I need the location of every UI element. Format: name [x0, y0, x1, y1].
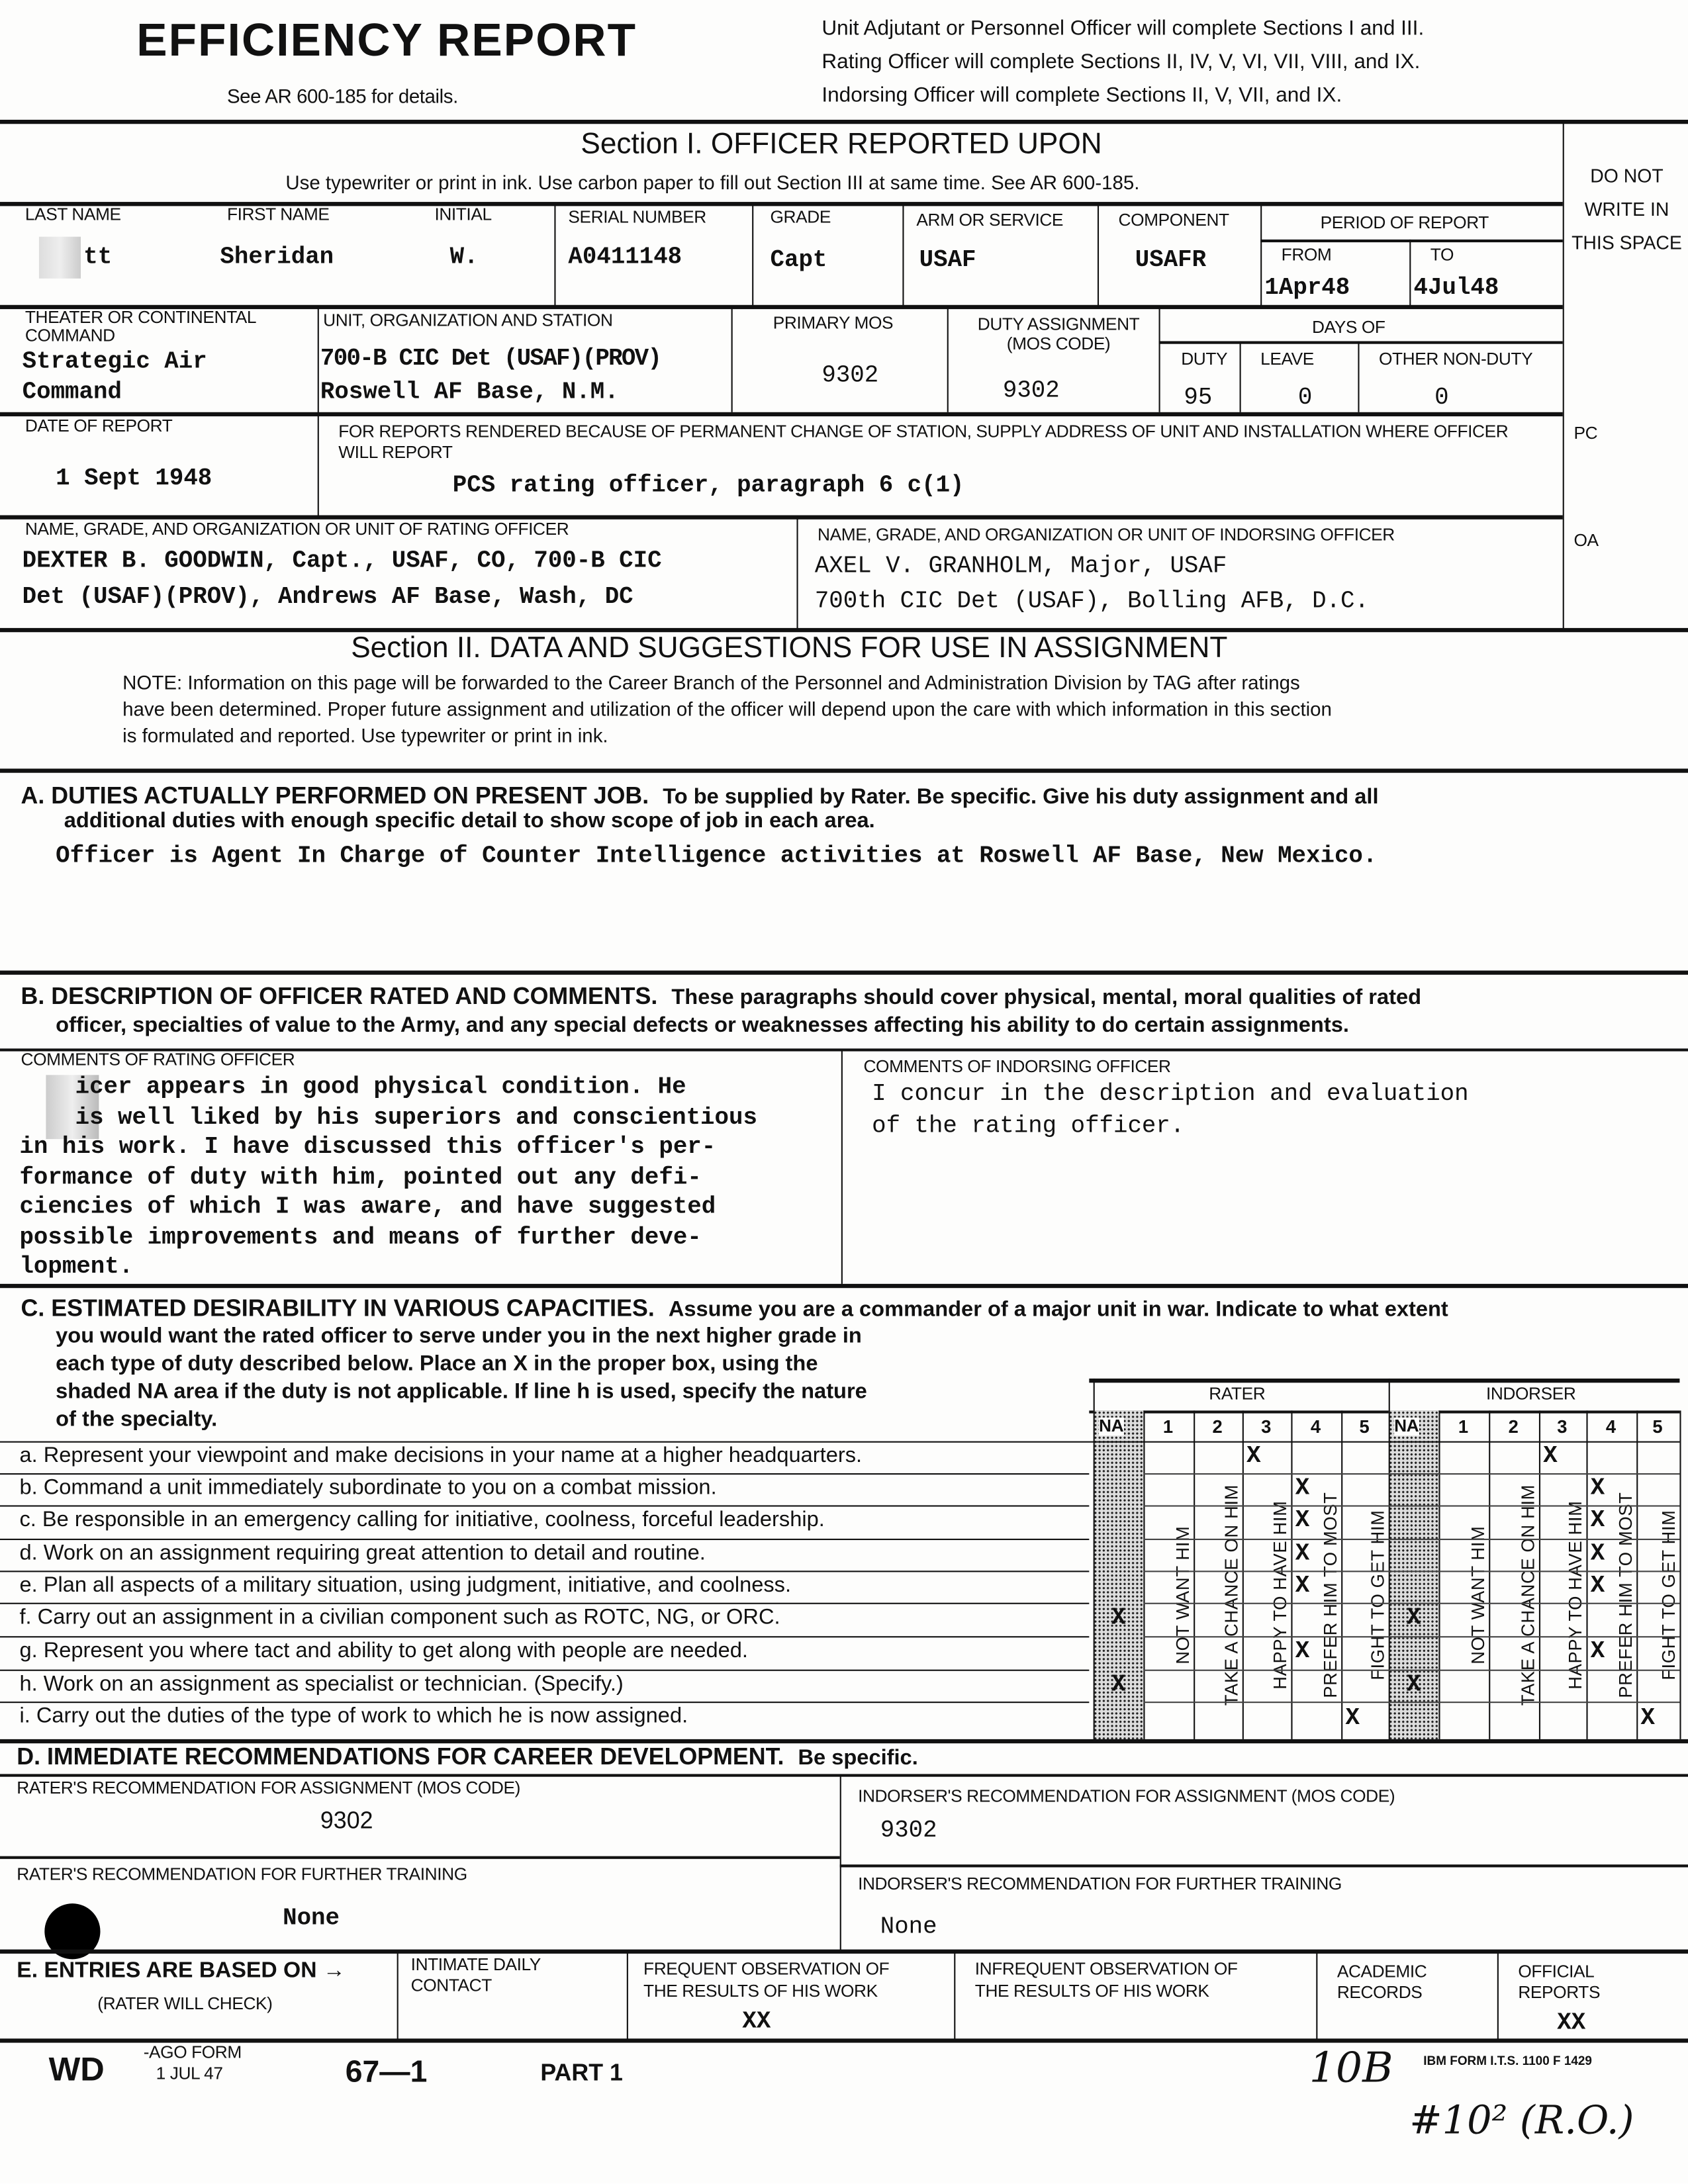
rating-officer-value: DEXTER B. GOODWIN, Capt., USAF, CO, 700-B CIC — [22, 548, 662, 575]
intimate-contact-label: INTIMATE DAILY — [410, 1955, 541, 1975]
capacity-item-f: f. Carry out an assignment in a civilian component such as ROTC, NG, or ORC. — [19, 1605, 780, 1629]
divider — [840, 1776, 841, 1951]
divider — [1240, 341, 1241, 412]
section-c-heading-line — [21, 1297, 1448, 1323]
indorser-assignment-value: 9302 — [880, 1818, 937, 1845]
rating-officer-label: NAME, GRADE, AND ORGANIZATION OR UNIT OF RATING OFFICER — [24, 519, 569, 539]
indorser-header: INDORSER — [1485, 1384, 1576, 1404]
theater-value: Strategic Air — [22, 349, 207, 377]
section-a-heading: A. DUTIES ACTUALLY PERFORMED ON PRESENT JOB. — [21, 782, 649, 809]
section-c-text: Assume you are a commander of a major unit in war. Indicate to what extent — [668, 1297, 1448, 1322]
duty-label: DUTY — [1181, 349, 1228, 369]
row-divider — [0, 1441, 1679, 1443]
initial-value: W. — [449, 245, 479, 272]
divider — [1260, 205, 1262, 306]
form-date: 1 JUL 47 — [156, 2064, 223, 2083]
note-line: have been determined. Proper future assignment and utilization of the officer will depend upon the care with which information in this section — [122, 698, 1332, 720]
row-divider — [0, 1473, 1089, 1475]
section1-title: Section I. OFFICER REPORTED UPON — [581, 128, 1102, 160]
section-a-text: additional duties with enough specific detail to show scope of job in each area. — [64, 809, 875, 833]
redaction-block — [39, 237, 81, 279]
rater-mark-row-f[interactable]: X — [1111, 1605, 1126, 1632]
rater-assignment-value: 9302 — [320, 1807, 373, 1834]
grid-row-divider — [1143, 1505, 1679, 1506]
rater-scale-label: FIGHT TO GET HIM — [1367, 1509, 1388, 1680]
section-b-heading-line — [21, 985, 1422, 1011]
frequent-observation-checkbox[interactable]: XX — [742, 2009, 771, 2036]
divider — [954, 1951, 955, 2040]
row-divider — [0, 1539, 1089, 1540]
infrequent-observation-label: INFREQUENT OBSERVATION OF — [974, 1959, 1238, 1979]
grid-row-divider — [1143, 1473, 1679, 1475]
first-name-value: Sheridan — [220, 245, 334, 272]
capacity-item-c: c. Be responsible in an emergency calling for initiative, coolness, forceful leadership. — [19, 1508, 825, 1532]
infrequent-observation-label: THE RESULTS OF HIS WORK — [974, 1981, 1209, 2001]
serial-value: A0411148 — [568, 245, 682, 272]
divider — [902, 205, 904, 306]
divider — [0, 120, 1688, 124]
section-a-heading-line — [21, 784, 1379, 811]
section-e-heading — [17, 1960, 345, 1983]
rating-officer-value: Det (USAF)(PROV), Andrews AF Base, Wash, DC — [22, 584, 633, 612]
primary-mos-label: PRIMARY MOS — [773, 313, 894, 333]
indorser-mark-row-f[interactable]: X — [1407, 1605, 1421, 1632]
form-number: 67—1 — [345, 2054, 428, 2089]
section-a-text: To be supplied by Rater. Be specific. Give his duty assignment and all — [663, 785, 1379, 809]
rater-mark-row-g[interactable]: X — [1295, 1639, 1310, 1666]
part-label: PART 1 — [540, 2059, 623, 2086]
rater-training-value: None — [283, 1906, 340, 1933]
duty-assignment-label: DUTY ASSIGNMENT (MOS CODE) — [977, 314, 1140, 354]
rater-assignment-label: RATER'S RECOMMENDATION FOR ASSIGNMENT (MOS CODE) — [17, 1778, 520, 1798]
form-title: EFFICIENCY REPORT — [136, 14, 637, 66]
grid-divider — [1679, 1410, 1681, 1739]
indorsing-comments-label: COMMENTS OF INDORSING OFFICER — [863, 1056, 1171, 1077]
comment-line: icer appears in good physical condition. He — [75, 1075, 686, 1102]
indorsing-officer-label: NAME, GRADE, AND ORGANIZATION OR UNIT OF INDORSING OFFICER — [818, 525, 1395, 545]
na-column-label: NA — [1099, 1416, 1124, 1436]
rater-mark-row-h[interactable]: X — [1111, 1671, 1126, 1698]
note-line: is formulated and reported. Use typewriter or print in ink. — [122, 724, 608, 747]
instruction-line: Indorsing Officer will complete Sections II, V, VII, and IX. — [821, 83, 1342, 108]
divider — [947, 308, 949, 412]
indorsing-officer-value: AXEL V. GRANHOLM, Major, USAF — [814, 554, 1227, 581]
rater-column-number: 3 — [1261, 1416, 1272, 1437]
pcs-label: FOR REPORTS RENDERED BECAUSE OF PERMANENT CHANGE OF STATION, SUPPLY ADDRESS OF UNIT AND INSTALLATION WHERE OFFICER WILL REPORT — [338, 422, 1509, 463]
comment-line: of the rating officer. — [872, 1114, 1185, 1141]
be-specific-text: Be specific. — [798, 1746, 918, 1770]
divider — [0, 1856, 840, 1859]
primary-mos-value: 9302 — [821, 363, 879, 390]
initial-label: INITIAL — [434, 205, 492, 224]
comment-line: possible improvements and means of further deve- — [19, 1224, 702, 1251]
grid-divider — [1243, 1410, 1244, 1739]
from-label: FROM — [1281, 245, 1332, 265]
component-value: USAFR — [1135, 248, 1207, 275]
divider — [0, 412, 1563, 416]
handwritten-note: #10² (R.O.) — [1409, 2097, 1634, 2144]
section-c-text: each type of duty described below. Place an X in the proper box, using the — [56, 1351, 818, 1376]
grid-divider — [1438, 1410, 1440, 1739]
section-e-heading-text: E. ENTRIES ARE BASED ON — [17, 1959, 317, 1983]
other-days-value: 0 — [1434, 385, 1449, 412]
section-c-text: of the specialty. — [56, 1408, 218, 1432]
oa-label: OA — [1573, 530, 1599, 551]
frequent-observation-label: THE RESULTS OF HIS WORK — [643, 1981, 878, 2001]
official-reports-label: OFFICIAL — [1518, 1962, 1595, 1981]
rater-scale-label: PREFER HIM TO MOST — [1319, 1491, 1341, 1698]
grid-divider — [1143, 1410, 1145, 1739]
handwritten-note: 10B — [1309, 2044, 1393, 2093]
grade-value: Capt — [770, 248, 827, 275]
unit-value: 700-B CIC Det (USAF)(PROV) — [320, 346, 661, 373]
comment-line: ciencies of which I was aware, and have suggested — [19, 1195, 716, 1222]
duties-value: Officer is Agent In Charge of Counter Intelligence activities at Roswell AF Base, New Mexico. — [56, 844, 1378, 870]
grid-row-divider — [1143, 1603, 1679, 1604]
section-b-text: officer, specialties of value to the Army, and any special defects or weaknesses affecting his ability to do certain assignments. — [56, 1013, 1349, 1038]
academic-records-label: ACADEMIC — [1336, 1962, 1427, 1981]
grid-divider — [1341, 1410, 1342, 1739]
date-of-report-label: DATE OF REPORT — [24, 416, 173, 436]
rater-mark-row-d[interactable]: X — [1295, 1541, 1310, 1568]
indorser-column-number: 2 — [1508, 1416, 1519, 1437]
grid-row-divider — [1143, 1570, 1679, 1572]
indorser-scale-label: NOT WANT HIM — [1467, 1525, 1489, 1664]
indorser-column-number: 5 — [1652, 1416, 1663, 1437]
grid-divider — [1094, 1379, 1095, 1739]
section2-title: Section II. DATA AND SUGGESTIONS FOR USE IN ASSIGNMENT — [351, 632, 1228, 664]
divider — [1089, 1379, 1679, 1383]
to-label: TO — [1430, 245, 1454, 265]
note-line: NOTE: Information on this page will be forwarded to the Career Branch of the Personnel and Administration Division by TAG after ratings — [122, 671, 1300, 694]
wd-label: WD — [48, 2051, 105, 2089]
na-column-label: NA — [1394, 1416, 1419, 1436]
rater-scale-label: NOT WANT HIM — [1172, 1525, 1194, 1664]
divider — [0, 2038, 1688, 2042]
section-b-heading: B. DESCRIPTION OF OFFICER RATED AND COMMENTS. — [21, 983, 658, 1010]
grid-row-divider — [1143, 1636, 1679, 1637]
divider — [841, 1050, 843, 1283]
grid-row-divider — [1143, 1702, 1679, 1703]
indorser-scale-label: HAPPY TO HAVE HIM — [1564, 1500, 1586, 1689]
indorser-column-number: 3 — [1557, 1416, 1568, 1437]
grid-divider — [1389, 1379, 1390, 1739]
date-of-report-value: 1 Sept 1948 — [56, 466, 212, 493]
rater-column-number: 2 — [1212, 1416, 1223, 1437]
divider — [752, 205, 753, 306]
grid-divider — [1291, 1410, 1292, 1739]
divider — [627, 1951, 628, 2040]
leave-days-value: 0 — [1297, 385, 1313, 412]
see-ar-note: See AR 600-185 for details. — [226, 85, 458, 108]
rater-training-label: RATER'S RECOMMENDATION FOR FURTHER TRAINING — [17, 1864, 467, 1884]
arrow-right-icon: → — [322, 1959, 346, 1983]
comment-line: lopment. — [19, 1254, 134, 1281]
capacity-item-i: i. Carry out the duties of the type of work to which he is now assigned. — [19, 1704, 688, 1729]
rater-scale-label: HAPPY TO HAVE HIM — [1269, 1500, 1291, 1689]
indorser-mark-row-h[interactable]: X — [1407, 1671, 1421, 1698]
comment-line: I concur in the description and evaluation — [872, 1081, 1469, 1109]
indorser-mark-row-i[interactable]: X — [1640, 1705, 1655, 1732]
capacity-item-g: g. Represent you where tact and ability to get along with people are needed. — [19, 1639, 748, 1663]
rater-header: RATER — [1209, 1384, 1266, 1404]
intimate-contact-label: CONTACT — [410, 1976, 492, 1996]
divider — [554, 205, 555, 306]
divider — [0, 1284, 1688, 1288]
row-divider — [0, 1570, 1089, 1572]
section1-subtitle: Use typewriter or print in ink. Use carbon paper to fill out Section III at same time. See AR 600-185. — [285, 171, 1140, 194]
official-reports-label: REPORTS — [1518, 1983, 1601, 2003]
comment-line: is well liked by his superiors and conscientious — [75, 1105, 757, 1132]
indorser-scale-label: FIGHT TO GET HIM — [1658, 1509, 1679, 1680]
arm-value: USAF — [919, 248, 976, 275]
indorser-mark-row-d[interactable]: X — [1590, 1541, 1605, 1568]
indorser-scale-label: PREFER HIM TO MOST — [1615, 1491, 1636, 1698]
rater-mark-row-c[interactable]: X — [1295, 1508, 1310, 1535]
divider — [1563, 122, 1564, 631]
ibm-form-label: IBM FORM I.T.S. 1100 F 1429 — [1423, 2054, 1592, 2068]
indorser-mark-row-b[interactable]: X — [1590, 1475, 1605, 1502]
comment-line: in his work. I have discussed this officer's per- — [19, 1134, 716, 1161]
last-name-label: LAST NAME — [24, 205, 121, 224]
capacity-item-h: h. Work on an assignment as specialist or technician. (Specify.) — [19, 1672, 624, 1696]
pcs-value: PCS rating officer, paragraph 6 c(1) — [452, 473, 964, 500]
rater-check-note: (RATER WILL CHECK) — [97, 1993, 273, 2014]
rater-mark-row-e[interactable]: X — [1295, 1572, 1310, 1600]
divider — [731, 308, 733, 412]
first-name-label: FIRST NAME — [226, 205, 330, 224]
rater-column-number: 1 — [1162, 1416, 1174, 1437]
leave-label: LEAVE — [1260, 349, 1314, 369]
divider — [1316, 1951, 1317, 2040]
row-divider — [0, 1603, 1089, 1604]
divider — [0, 970, 1688, 974]
indorser-mark-row-g[interactable]: X — [1590, 1639, 1605, 1666]
serial-label: SERIAL NUMBER — [568, 207, 706, 227]
rater-column-number: 5 — [1359, 1416, 1370, 1437]
divider — [840, 1864, 1688, 1867]
period-label: PERIOD OF REPORT — [1320, 212, 1489, 233]
divider — [1409, 240, 1411, 306]
instruction-line: Rating Officer will complete Sections II, IV, V, VI, VII, VIII, and IX. — [821, 50, 1421, 74]
section-c-text: you would want the rated officer to serve under you in the next higher grade in — [56, 1324, 862, 1348]
divider — [796, 518, 798, 629]
arm-label: ARM OR SERVICE — [916, 210, 1064, 230]
indorsing-officer-value: 700th CIC Det (USAF), Bolling AFB, D.C. — [814, 588, 1369, 615]
grid-divider — [1586, 1410, 1587, 1739]
unit-label: UNIT, ORGANIZATION AND STATION — [323, 310, 613, 330]
grid-divider — [1636, 1410, 1638, 1739]
instruction-line: Unit Adjutant or Personnel Officer will complete Sections I and III. — [821, 17, 1425, 41]
rating-comments-label: COMMENTS OF RATING OFFICER — [21, 1050, 295, 1069]
last-name-value: tt — [83, 245, 113, 272]
official-reports-checkbox[interactable]: XX — [1557, 2011, 1586, 2038]
divider — [1159, 341, 1563, 343]
section-d-heading-line — [17, 1745, 918, 1771]
indorser-assignment-label: INDORSER'S RECOMMENDATION FOR ASSIGNMENT (MOS CODE) — [858, 1786, 1395, 1806]
divider — [0, 768, 1688, 772]
divider — [1089, 1410, 1679, 1413]
section-d-heading: D. IMMEDIATE RECOMMENDATIONS FOR CAREER DEVELOPMENT. — [17, 1743, 784, 1770]
rater-mark-row-a[interactable]: X — [1246, 1443, 1261, 1470]
capacity-item-e: e. Plan all aspects of a military situation, using judgment, initiative, and coolness. — [19, 1573, 792, 1598]
section-c-text: shaded NA area if the duty is not applicable. If line h is used, specify the nature — [56, 1380, 867, 1404]
section-b-text: These paragraphs should cover physical, mental, moral qualities of rated — [671, 985, 1422, 1010]
comment-line: formance of duty with him, pointed out any defi- — [19, 1164, 702, 1191]
theater-value: Command — [22, 380, 122, 407]
grade-label: GRADE — [770, 207, 831, 227]
divider — [0, 1774, 1688, 1776]
rater-column-number: 4 — [1310, 1416, 1321, 1437]
divider — [1159, 308, 1160, 412]
academic-records-label: RECORDS — [1336, 1983, 1423, 2003]
duty-days-value: 95 — [1184, 385, 1213, 412]
indorser-scale-label: TAKE A CHANCE ON HIM — [1517, 1483, 1538, 1706]
pc-label: PC — [1573, 423, 1598, 443]
indorser-training-value: None — [880, 1915, 937, 1941]
section-c-heading: C. ESTIMATED DESIRABILITY IN VARIOUS CAPACITIES. — [21, 1295, 655, 1322]
divider — [1497, 1951, 1499, 2040]
indorser-column-number: 1 — [1458, 1416, 1469, 1437]
grid-divider — [1539, 1410, 1540, 1739]
duty-assignment-value: 9302 — [1002, 379, 1060, 406]
indorser-column-number: 4 — [1605, 1416, 1617, 1437]
row-divider — [0, 1636, 1089, 1637]
row-divider — [0, 1670, 1089, 1671]
grid-divider — [1489, 1410, 1490, 1739]
do-not-write-notice: DO NOT WRITE IN THIS SPACE — [1571, 165, 1682, 253]
grid-row-divider — [1143, 1670, 1679, 1671]
days-of-label: DAYS OF — [1311, 317, 1385, 338]
divider — [397, 1951, 399, 2040]
grid-divider — [1194, 1410, 1195, 1739]
rater-scale-label: TAKE A CHANCE ON HIM — [1221, 1483, 1242, 1706]
rater-mark-row-b[interactable]: X — [1295, 1475, 1310, 1502]
capacity-item-b: b. Command a unit immediately subordinate to you on a combat mission. — [19, 1476, 717, 1500]
indorser-mark-row-c[interactable]: X — [1590, 1508, 1605, 1535]
capacity-item-d: d. Work on an assignment requiring great attention to detail and routine. — [19, 1541, 706, 1565]
frequent-observation-label: FREQUENT OBSERVATION OF — [643, 1959, 890, 1979]
indorser-training-label: INDORSER'S RECOMMENDATION FOR FURTHER TRAINING — [858, 1874, 1342, 1894]
divider — [1098, 205, 1099, 306]
other-label: OTHER NON-DUTY — [1378, 349, 1533, 369]
component-label: COMPONENT — [1118, 210, 1229, 230]
from-value: 1Apr48 — [1264, 275, 1350, 302]
divider — [1260, 240, 1563, 242]
ago-form-label: -AGO FORM — [143, 2042, 242, 2063]
theater-label: THEATER OR CONTINENTAL COMMAND — [24, 307, 256, 345]
indorser-mark-row-e[interactable]: X — [1590, 1572, 1605, 1600]
row-divider — [0, 1702, 1089, 1703]
grid-row-divider — [1143, 1539, 1679, 1540]
unit-value: Roswell AF Base, N.M. — [320, 380, 619, 407]
capacity-item-a: a. Represent your viewpoint and make decisions in your name at a higher headquarters. — [19, 1443, 863, 1468]
divider — [0, 1950, 1688, 1954]
indorser-mark-row-a[interactable]: X — [1543, 1443, 1558, 1470]
rater-mark-row-i[interactable]: X — [1345, 1705, 1360, 1732]
divider — [1358, 341, 1359, 412]
to-value: 4Jul48 — [1413, 275, 1499, 302]
row-divider — [0, 1505, 1089, 1506]
